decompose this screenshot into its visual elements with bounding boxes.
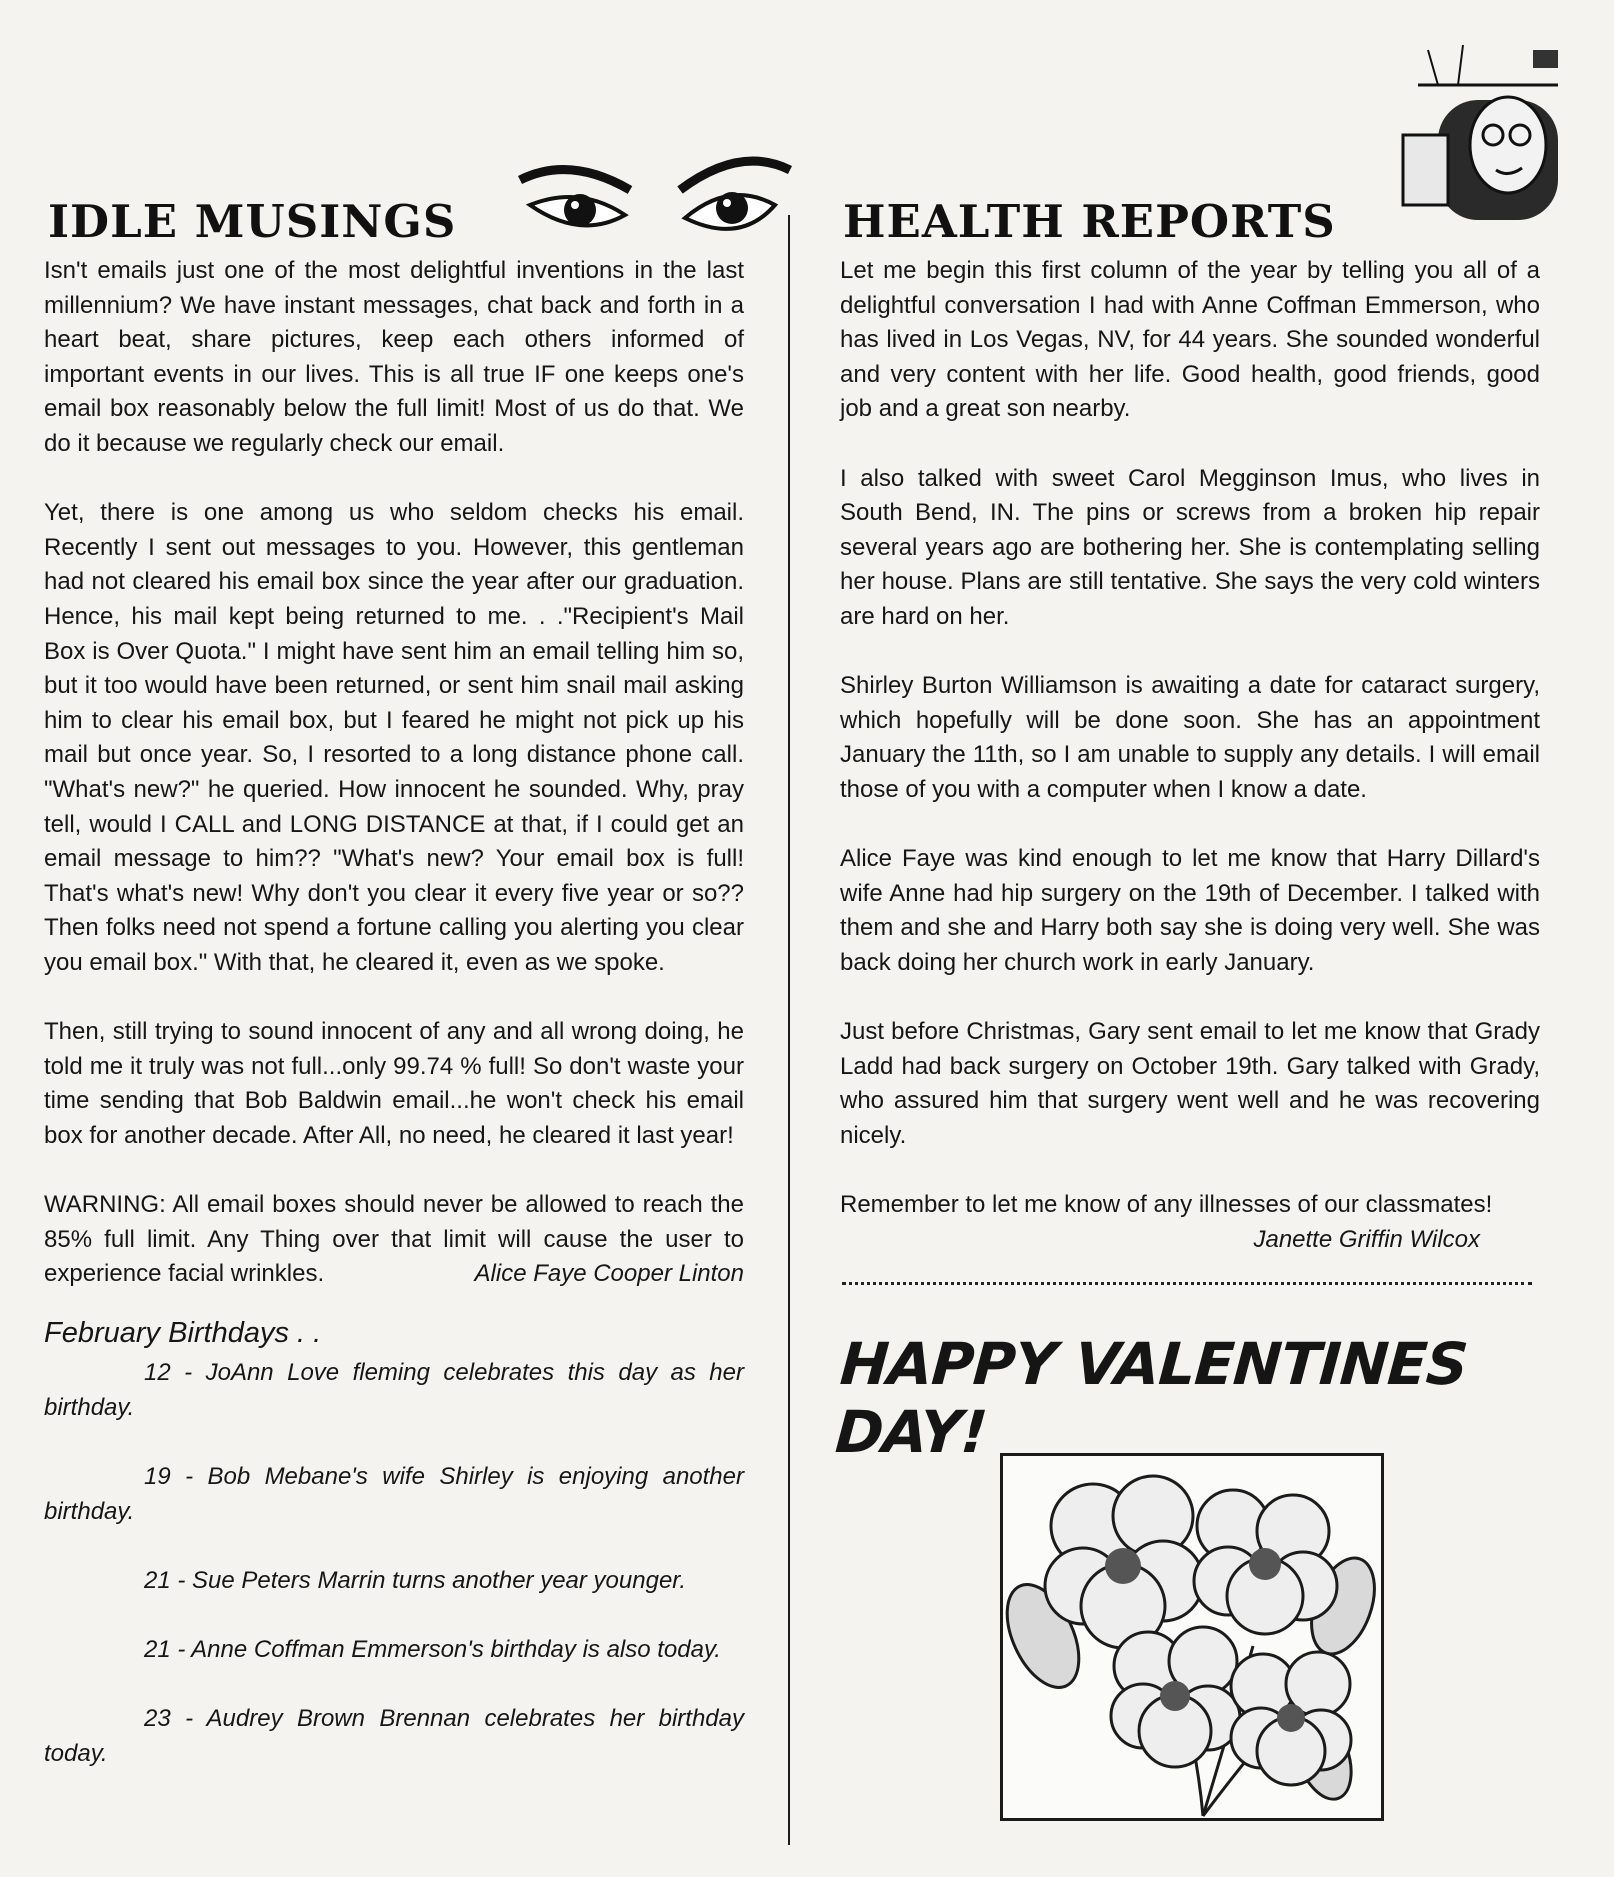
- birthday-date: 19: [144, 1463, 171, 1491]
- health-paragraph: Remember to let me know of any illnesses of our classmates!: [840, 1191, 1493, 1219]
- birthday-date: 21: [144, 1636, 171, 1664]
- idle-musings-column: [44, 254, 744, 1806]
- health-paragraph: Just before Christmas, Gary sent email to let me know that Grady Ladd had back surgery on October 19th. Gary talked with Grady, who assured him that surgery went well and he was recovering nicely.: [840, 1018, 1540, 1149]
- valentines-banner: HAPPY VALENTINES DAY!: [833, 1330, 1470, 1466]
- birthday-date: 23: [144, 1705, 171, 1733]
- idle-paragraph: Then, still trying to sound innocent of any and all wrong doing, he told me it truly was not full...only 99.74 % full! So don't waste your time sending that Bob Baldwin email...he won't check his email box for another decade. After All, no need, he cleared it last year!: [44, 1018, 744, 1149]
- idle-paragraph: Isn't emails just one of the most delightful inventions in the last millennium? We have instant messages, chat back and forth in a heart beat, share pictures, keep each others informed of important events in our lives. This is all true IF one keeps one's email box reasonably below the full limit! Most of us do that. We do it because we regularly check our email.: [44, 257, 744, 457]
- birthday-text: - Anne Coffman Emmerson's birthday is also today.: [177, 1636, 721, 1664]
- birthday-date: 21: [144, 1566, 171, 1594]
- health-paragraph: Shirley Burton Williamson is awaiting a date for cataract surgery, which hopefully will be done soon. She has an appointment January the 11th, so I am unable to supply any details. I will email those of you with a computer when I know a date.: [840, 672, 1540, 803]
- dotted-separator: [842, 1282, 1532, 1285]
- birthday-item: [44, 1356, 744, 1425]
- birthday-text: - Sue Peters Marrin turns another year younger.: [177, 1566, 687, 1594]
- birthday-item: [44, 1564, 744, 1599]
- birthday-text: - Bob Mebane's wife Shirley is enjoying another birthday.: [44, 1463, 744, 1525]
- warning-paragraph: WARNING: All email boxes should never be allowed to reach the 85% full limit. Any Thing over that limit will cause the user to experience facial wrinkles.: [44, 1191, 744, 1288]
- birthday-item: [44, 1633, 744, 1668]
- health-signature: Janette Griffin Wilcox: [1253, 1225, 1480, 1253]
- health-paragraph: Let me begin this first column of the year by telling you all of a delightful conversation I had with Anne Coffman Emmerson, who has lived in Los Vegas, NV, for 44 years. She sounded wonderful and very content with her life. Good health, good friends, good job and a great son nearby.: [840, 257, 1540, 423]
- birthday-item: [44, 1460, 744, 1529]
- health-reports-column: [840, 254, 1540, 1257]
- idle-musings-title: IDLE MUSINGS: [48, 195, 457, 248]
- idle-signature: Alice Faye Cooper Linton: [474, 1260, 744, 1288]
- idle-paragraph: Yet, there is one among us who seldom checks his email. Recently I sent out messages to you. However, this gentleman had not cleared his email box since the year after our graduation. Hence, his mail kept being returned to me. . ."Recipient's Mail Box is Over Quota." I might have sent him an email telling him so, but it too would have been returned, or sent him snail mail asking him to clear his email box, but I feared he might not pick up his mail but once year. So, I resorted to a long distance phone call. "What's new?" he queried. How innocent he sounded. Why, pray tell, would I CALL and LONG DISTANCE at that, if I could get an email message to him?? "What's new? Your email box is full! That's what's new! Why don't you clear it every five year or so?? Then folks need not spend a fortune calling you alerting you clear you email box." With that, he cleared it, even as we spoke.: [44, 499, 744, 976]
- health-reports-title: HEALTH REPORTS: [843, 195, 1336, 248]
- health-paragraph: I also talked with sweet Carol Megginson Imus, who lives in South Bend, IN. The pins or screws from a broken hip repair several years ago are bothering her. She is contemplating selling her house. Plans are still tentative. She says the very cold winters are hard on her.: [840, 464, 1540, 630]
- birthday-text: - Audrey Brown Brennan celebrates her birthday today.: [44, 1705, 745, 1767]
- column-divider: [788, 215, 790, 1845]
- birthday-date: 12: [144, 1359, 171, 1387]
- health-paragraph: Alice Faye was kind enough to let me know that Harry Dillard's wife Anne had hip surgery on the 19th of December. I talked with them and she and Harry both say she is doing very well. She was back doing her church work in early January.: [840, 845, 1540, 976]
- pansy-illustration-frame: [1000, 1453, 1384, 1821]
- birthday-item: [44, 1702, 744, 1771]
- pansy-flower-icon: [1003, 1456, 1381, 1818]
- eyes-illustration-icon: [510, 150, 810, 250]
- reader-illustration-icon: [1398, 40, 1578, 230]
- birthday-text: - JoAnn Love fleming celebrates this day as her birthday.: [44, 1359, 744, 1421]
- birthdays-heading: February Birthdays . .: [44, 1316, 322, 1349]
